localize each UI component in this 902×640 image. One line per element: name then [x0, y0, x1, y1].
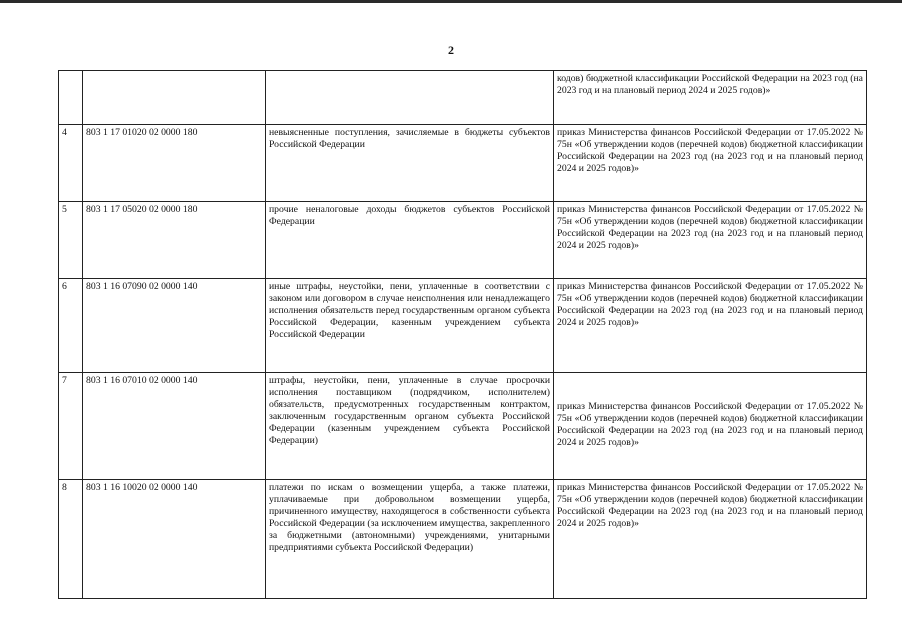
row-number: 8 — [59, 480, 83, 599]
page-number: 2 — [448, 43, 454, 57]
row-number: 4 — [59, 125, 83, 202]
table-row — [59, 279, 867, 373]
table-row — [59, 125, 867, 202]
budget-code — [83, 71, 266, 125]
revenue-name: прочие неналоговые доходы бюджетов субъектов Российской Федерации — [266, 202, 554, 279]
table-row — [59, 202, 867, 279]
row-number: 6 — [59, 279, 83, 373]
revenue-codes-table — [58, 70, 867, 599]
revenue-name: невыясненные поступления, зачисляемые в бюджеты субъектов Российской Федерации — [266, 125, 554, 202]
revenue-name: иные штрафы, неустойки, пени, уплаченные в соответствии с законом или договором в случае неисполнения или ненадлежащего исполнения обязательств перед государственным органом субъекта Российской Федерации, казенным учреждением субъекта Российской Федерации — [266, 279, 554, 373]
row-number: 7 — [59, 373, 83, 480]
legal-basis: кодов) бюджетной классификации Российской Федерации на 2023 год (на 2023 год и на плановый период 2024 и 2025 годов)» — [554, 71, 867, 125]
table-row — [59, 480, 867, 599]
table-row — [59, 71, 867, 125]
table-row — [59, 373, 867, 480]
legal-basis: приказ Министерства финансов Российской Федерации от 17.05.2022 № 75н «Об утверждении кодов (перечней кодов) бюджетной классификации Российской Федерации на 2023 год (на 2023 год и на плановый период 2024 и 2025 годов)» — [554, 279, 867, 373]
legal-basis: приказ Министерства финансов Российской Федерации от 17.05.2022 № 75н «Об утверждении кодов (перечней кодов) бюджетной классификации Российской Федерации на 2023 год (на 2023 год и на плановый период 2024 и 2025 годов)» — [554, 480, 867, 599]
legal-basis: приказ Министерства финансов Российской Федерации от 17.05.2022 № 75н «Об утверждении кодов (перечней кодов) бюджетной классификации Российской Федерации на 2023 год (на 2023 год и на плановый период 2024 и 2025 годов)» — [554, 373, 867, 480]
revenue-name: штрафы, неустойки, пени, уплаченные в случае просрочки исполнения поставщиком (подрядчиком, исполнителем) обязательств, предусмотренных государственным контрактом, заключенным государственным органом субъекта Российской Федерации (казенным учреждением субъекта Российской Федерации) — [266, 373, 554, 480]
revenue-name — [266, 71, 554, 125]
row-number: 5 — [59, 202, 83, 279]
budget-code: 803 1 17 01020 02 0000 180 — [83, 125, 266, 202]
revenue-name: платежи по искам о возмещении ущерба, а также платежи, уплачиваемые при добровольном возмещении ущерба, причиненного имуществу, находящегося в собственности субъекта Российской Федерации (за исключением имущества, закрепленного за бюджетными (автономными) учреждениями, унитарными предприятиями субъекта Российской Федерации) — [266, 480, 554, 599]
legal-basis: приказ Министерства финансов Российской Федерации от 17.05.2022 № 75н «Об утверждении кодов (перечней кодов) бюджетной классификации Российской Федерации на 2023 год (на 2023 год и на плановый период 2024 и 2025 годов)» — [554, 125, 867, 202]
budget-code: 803 1 16 07010 02 0000 140 — [83, 373, 266, 480]
top-border-line — [0, 0, 902, 3]
budget-code: 803 1 16 07090 02 0000 140 — [83, 279, 266, 373]
budget-code: 803 1 16 10020 02 0000 140 — [83, 480, 266, 599]
row-number — [59, 71, 83, 125]
budget-code: 803 1 17 05020 02 0000 180 — [83, 202, 266, 279]
legal-basis: приказ Министерства финансов Российской Федерации от 17.05.2022 № 75н «Об утверждении кодов (перечней кодов) бюджетной классификации Российской Федерации на 2023 год (на 2023 год и на плановый период 2024 и 2025 годов)» — [554, 202, 867, 279]
